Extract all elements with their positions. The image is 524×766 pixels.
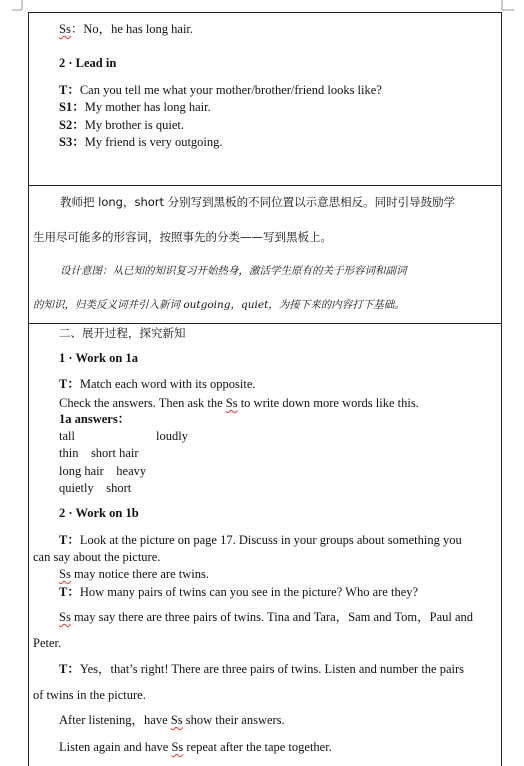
twins-answer-line1: Ss may say there are three pairs of twins. Tina and Tara，Sam and Tom，Paul and [59, 610, 474, 624]
teacher-confirm-line1: T：Yes，that’s right! There are three pairs of twins. Listen and number the pairs [59, 662, 465, 676]
ss-word: Ss [59, 22, 71, 36]
crop-mark-top-left [0, 0, 30, 14]
listen-again-line: Listen again and have Ss repeat after the tape together. [59, 740, 332, 754]
row-divider-2 [28, 323, 502, 324]
student3-line: S3：My friend is very outgoing. [59, 135, 223, 149]
section-title: 二、展开过程，探究新知 [59, 326, 186, 340]
work-1b-heading: 2 · Work on 1b [59, 506, 139, 520]
teacher-confirm-line2: of twins in the picture. [33, 688, 146, 702]
after-listening-line: After listening，have Ss show their answers. [59, 713, 285, 727]
design-intent-line1: 设计意图：从已知的知识复习开始热身，激活学生原有的关于形容词和副词 [60, 265, 407, 277]
answer-line: Ss：No，he has long hair. [59, 22, 194, 36]
twins-answer-line2: Peter. [33, 636, 62, 650]
twins-notice-line: Ss may notice there are twins. [59, 567, 209, 581]
student1-line: S1：My mother has long hair. [59, 100, 211, 114]
answer-row: quietly short [59, 481, 132, 495]
twins-question-line: T：How many pairs of twins can you see in the picture? Who are they? [59, 585, 419, 599]
answers-label: 1a answers： [59, 412, 131, 426]
teacher-note-line2: 生用尽可能多的形容词，按照事先的分类——写到黑板上。 [33, 230, 332, 244]
picture-instruction-line2: can say about the picture. [33, 550, 161, 564]
teacher-note-line1: 教师把 long，short 分别写到黑板的不同位置以示意思相反。同时引导鼓励学 [60, 195, 456, 209]
design-intent-line2: 的知识，归类反义词并引入新词 outgoing，quiet，为接下来的内容打下基础。 [33, 299, 405, 311]
work-1a-heading: 1 · Work on 1a [59, 351, 138, 365]
answer-row: thin short hair [59, 446, 139, 460]
picture-instruction-line1: T：Look at the picture on page 17. Discuss in your groups about something you [59, 533, 462, 547]
student2-line: S2：My brother is quiet. [59, 118, 184, 132]
teacher-question: T：Can you tell me what your mother/brother/friend looks like? [59, 83, 382, 97]
lead-in-heading: 2 · Lead in [59, 56, 117, 70]
check-answers-line: Check the answers. Then ask the Ss to write down more words like this. [59, 396, 419, 410]
answer-row: long hair heavy [59, 464, 147, 478]
answer-row: tall [59, 429, 75, 443]
match-instruction: T：Match each word with its opposite. [59, 377, 256, 391]
row-divider-1 [28, 185, 502, 186]
answer-row-right: loudly [156, 429, 188, 443]
